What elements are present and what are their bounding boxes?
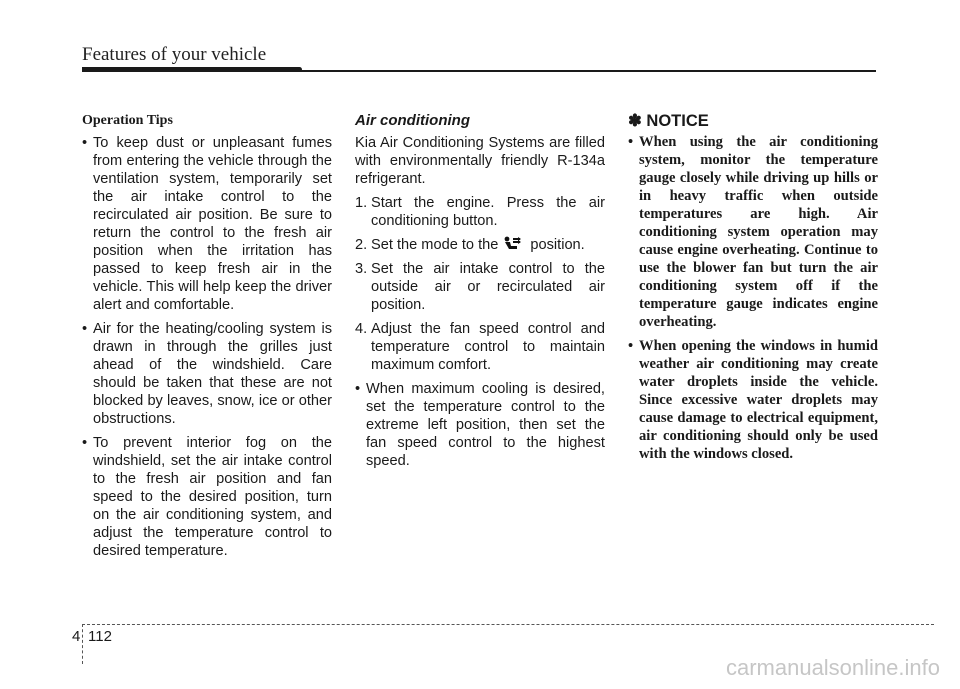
bullet-text: To prevent interior fog on the windshield, set the air intake control to the fresh air position and fan speed to the desired position, turn on the air conditioning system, and adjust the temperature control to desired temperature. bbox=[93, 435, 332, 559]
list-item: • To prevent interior fog on the windshield, set the air intake control to the fresh air position and fan speed to the desired position, turn on the air conditioning system, and adjust the temperature control to desired temperature. bbox=[82, 435, 332, 559]
list-item: • When using the air conditioning system, monitor the temperature gauge closely while driving up hills or in heavy traffic when outside temperatures are high. Air conditioning system operation may cause engine overheating. Continue to use the blower fan but turn the air conditioning system off if the temperature gauge indicates engine overheating. bbox=[628, 134, 878, 330]
notice-title bbox=[628, 112, 878, 130]
notice-text: When opening the windows in humid weather air conditioning may create water droplets inside the vehicle. Since excessive water droplets may cause damage to electrical equipment, air conditioning should only be used with the windows closed. bbox=[639, 338, 878, 462]
notice-icon: ✽ bbox=[628, 112, 642, 130]
step-text: Start the engine. Press the air conditioning button. bbox=[371, 195, 605, 229]
column-notice bbox=[628, 112, 878, 469]
section-title-air-conditioning: Air conditioning bbox=[355, 112, 470, 129]
list-item bbox=[355, 320, 605, 374]
header-title: Features of your vehicle bbox=[82, 44, 267, 65]
column-operation-tips bbox=[82, 112, 332, 566]
step-number: 3. bbox=[355, 261, 368, 277]
footer-rule bbox=[82, 624, 934, 625]
notice-label: NOTICE bbox=[646, 112, 709, 130]
list-item bbox=[355, 194, 605, 230]
step-number: 4. bbox=[355, 321, 368, 337]
list-item bbox=[355, 260, 605, 314]
list-item: • When opening the windows in humid weather air conditioning may create water droplets inside the vehicle. Since excessive water droplets may cause damage to electrical equipment, air conditioning should only be used with the windows closed. bbox=[628, 338, 878, 462]
list-item: • Air for the heating/cooling system is drawn in through the grilles just ahead of the windshield. Care should be taken that these are not blocked by leaves, snow, ice or other obstructions. bbox=[82, 321, 332, 427]
page-number: 112 bbox=[88, 628, 112, 645]
step-number: 2. bbox=[355, 237, 368, 253]
bullet-text: When maximum cooling is desired, set the temperature control to the extreme left position, then set the fan speed control to the highest speed. bbox=[366, 381, 605, 469]
footer-divider bbox=[82, 624, 83, 664]
subhead-operation-tips: Operation Tips bbox=[82, 113, 173, 128]
list-item: • To keep dust or unpleasant fumes from entering the vehicle through the ventilation system, temporarily set the air intake control to the recirculated air position. Be sure to return the control to the fresh air position when the irritation has passed to keep fresh air in the vehicle. This will help keep the driver alert and comfortable. bbox=[82, 135, 332, 313]
header-rule bbox=[82, 70, 876, 72]
notice-text: When using the air conditioning system, monitor the temperature gauge closely while driving up hills or in heavy traffic when outside temperatures are high. Air conditioning system operation may cause engine overheating. Continue to use the blower fan but turn the air conditioning system off if the temperature gauge indicates engine overheating. bbox=[639, 134, 878, 330]
step-text: Set the air intake control to the outside air or recirculated air position. bbox=[371, 261, 605, 313]
column-air-conditioning bbox=[355, 112, 605, 476]
list-item: • When maximum cooling is desired, set the temperature control to the extreme left position, then set the fan speed control to the highest speed. bbox=[355, 381, 605, 469]
list-item bbox=[355, 236, 605, 254]
step-text: Adjust the fan speed control and temperature control to maintain maximum comfort. bbox=[371, 321, 605, 373]
watermark: carmanualsonline.info bbox=[725, 655, 940, 680]
step-number: 1. bbox=[355, 195, 368, 211]
step-text-end: position. bbox=[530, 237, 585, 253]
step-text: Set the mode to the bbox=[371, 237, 499, 253]
chapter-number: 4 bbox=[72, 628, 81, 645]
intro-paragraph: Kia Air Conditioning Systems are filled with environmentally friendly R-134a refrigerant. bbox=[355, 135, 605, 187]
bullet-text: To keep dust or unpleasant fumes from entering the vehicle through the ventilation system, temporarily set the air intake control to the recirculated air position. Be sure to return the control to the fresh air position when the irritation has passed to keep fresh air in the vehicle. This will help keep the driver alert and comfortable. bbox=[93, 135, 332, 313]
mode-face-icon bbox=[502, 236, 522, 252]
bullet-text: Air for the heating/cooling system is drawn in through the grilles just ahead of the windshield. Care should be taken that these are not blocked by leaves, snow, ice or other obstructions. bbox=[93, 321, 332, 427]
